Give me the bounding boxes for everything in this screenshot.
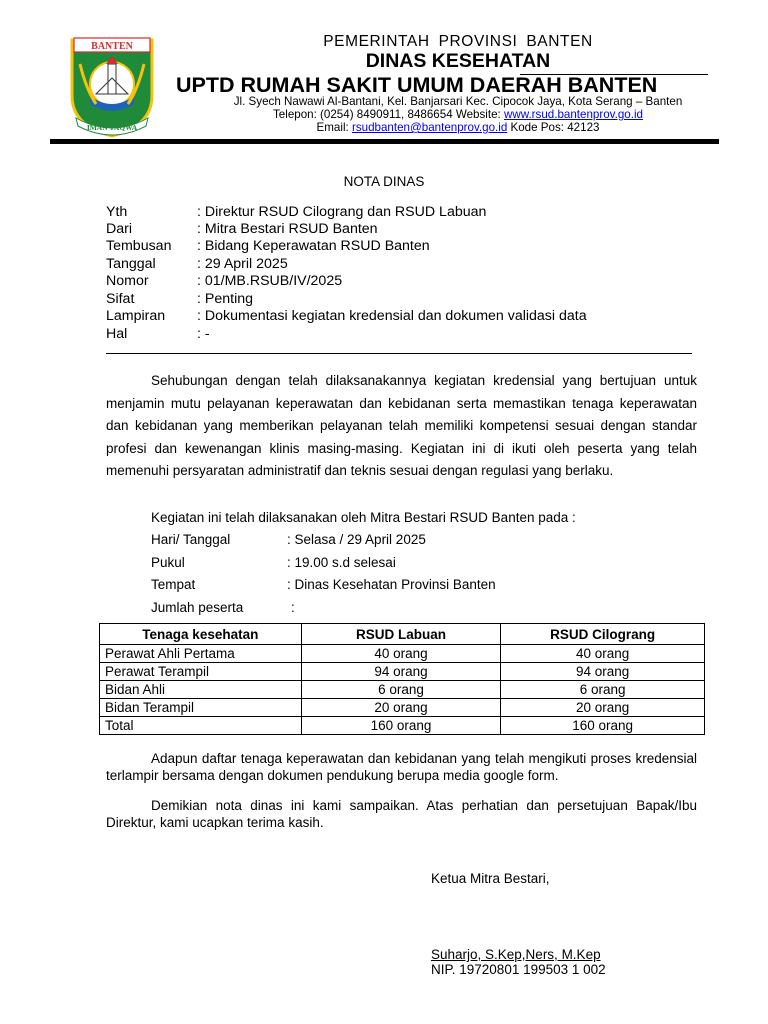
- table-cell: 20 orang: [301, 699, 501, 717]
- header-row-yth: [106, 203, 486, 221]
- signatory-name: Suharjo, S.Kep,Ners, M.Kep: [431, 947, 601, 962]
- detail-time: [151, 553, 396, 573]
- table-cell: 160 orang: [301, 717, 501, 735]
- header-value: : Direktur RSUD Cilograng dan RSUD Labuan: [197, 204, 487, 220]
- body-paragraph-3: Demikian nota dinas ini kami sampaikan. Atas perhatian dan persetujuan Bapak/Ibu Direktur, kami ucapkan terima kasih.: [106, 798, 697, 830]
- email-prefix: Email:: [316, 121, 352, 134]
- header-row-hal: [106, 325, 210, 343]
- header-label: Dari: [106, 221, 133, 237]
- column-header: Tenaga kesehatan: [100, 624, 302, 645]
- table-cell: 6 orang: [301, 681, 501, 699]
- table-row: [100, 663, 705, 681]
- document-title: NOTA DINAS: [343, 174, 425, 189]
- header-label: Yth: [106, 204, 128, 220]
- body-paragraph-1: Sehubungan dengan telah dilaksanakannya kegiatan kredensial yang bertujuan untuk menjamin mutu pelayanan keperawatan dan kebidanan serta memastikan tenaga keperawatan dan kebidanan yang memberikan pelayanan telah memiliki kompetensi sesuai dengan standar profesi dan kewenangan klinis masing-masing. Kegiatan ini di ikuti oleh peserta yang telah memenuhi persyaratan administratif dan teknis sesuai dengan regulasi yang berlaku.: [106, 373, 697, 479]
- table-row: [100, 645, 705, 663]
- header-value: : Bidang Keperawatan RSUD Banten: [197, 238, 430, 254]
- logo-top-text: BANTEN: [91, 41, 133, 52]
- header-row-tembusan: [106, 237, 430, 255]
- postal-code: Kode Pos: 42123: [507, 121, 600, 134]
- table-cell: 94 orang: [501, 663, 705, 681]
- header-row-dari: [106, 220, 378, 238]
- header-label: Lampiran: [106, 308, 166, 324]
- table-cell: Bidan Terampil: [100, 699, 302, 717]
- table-cell: 94 orang: [301, 663, 501, 681]
- header-row-lampiran: [106, 307, 587, 325]
- detail-label: Pukul: [151, 555, 185, 570]
- detail-value: : Dinas Kesehatan Provinsi Banten: [287, 577, 496, 592]
- header-value: : Mitra Bestari RSUD Banten: [197, 221, 378, 237]
- letterhead-divider: [50, 139, 719, 144]
- column-header: RSUD Labuan: [301, 624, 501, 645]
- header-label: Tanggal: [106, 256, 156, 272]
- header-value: : 29 April 2025: [197, 256, 288, 272]
- table-cell: Bidan Ahli: [100, 681, 302, 699]
- detail-value: :: [291, 600, 295, 615]
- table-cell: 40 orang: [501, 645, 705, 663]
- detail-value: : Selasa / 29 April 2025: [287, 532, 426, 547]
- participants-table: [99, 623, 705, 735]
- hospital-name: UPTD RUMAH SAKIT UMUM DAERAH BANTEN: [176, 73, 658, 97]
- contact-line: [170, 108, 746, 121]
- table-cell: Perawat Ahli Pertama: [100, 645, 302, 663]
- phone-text: Telepon: (0254) 8490911, 8486654 Website:: [273, 108, 504, 121]
- table-cell: 160 orang: [501, 717, 705, 735]
- body-paragraph-2: Adapun daftar tenaga keperawatan dan kebidanan yang telah mengikuti proses kredensial terlampir bersama dengan dokumen pendukung berupa media google form.: [106, 751, 697, 783]
- header-row-tanggal: [106, 255, 288, 273]
- detail-label: Hari/ Tanggal: [151, 532, 231, 547]
- department-name: DINAS KESEHATAN: [365, 50, 551, 72]
- header-row-sifat: [106, 290, 253, 308]
- signatory-nip: NIP. 19720801 199503 1 002: [431, 962, 606, 977]
- letterhead-rule: [520, 74, 708, 75]
- header-label: Hal: [106, 326, 128, 342]
- activity-intro: Kegiatan ini telah dilaksanakan oleh Mitra Bestari RSUD Banten pada :: [151, 510, 576, 525]
- logo-bottom-text: IMAN TAQWA: [86, 123, 138, 132]
- header-divider: [106, 353, 692, 354]
- signature-closing: Ketua Mitra Bestari,: [431, 871, 550, 886]
- website-link[interactable]: www.rsud.bantenprov.go.id: [503, 108, 643, 121]
- table-cell: 20 orang: [501, 699, 705, 717]
- detail-day-date: [151, 530, 426, 550]
- government-name: PEMERINTAH PROVINSI BANTEN: [323, 33, 593, 50]
- header-label: Tembusan: [106, 238, 172, 254]
- header-row-nomor: [106, 272, 342, 290]
- detail-place: [151, 575, 496, 595]
- detail-label: Tempat: [151, 577, 196, 592]
- hospital-address: Jl. Syech Nawawi Al-Bantani, Kel. Banjarsari Kec. Cipocok Jaya, Kota Serang – Banten: [233, 95, 683, 108]
- detail-value: : 19.00 s.d selesai: [287, 555, 396, 570]
- email-link[interactable]: rsudbanten@bantenprov.go.id: [351, 121, 508, 134]
- table-row: [100, 681, 705, 699]
- banten-province-logo: [66, 34, 158, 138]
- header-value: : Penting: [197, 291, 254, 307]
- table-cell: 40 orang: [301, 645, 501, 663]
- table-row-total: [100, 717, 705, 735]
- detail-label: Jumlah peserta: [151, 600, 244, 615]
- table-row: [100, 699, 705, 717]
- table-cell: Total: [100, 717, 302, 735]
- header-value: : Dokumentasi kegiatan kredensial dan dokumen validasi data: [197, 308, 587, 324]
- detail-participants: [151, 598, 295, 618]
- header-value: : 01/MB.RSUB/IV/2025: [197, 273, 343, 289]
- table-cell: 6 orang: [501, 681, 705, 699]
- header-label: Sifat: [106, 291, 135, 307]
- header-value: : -: [197, 326, 210, 342]
- header-label: Nomor: [106, 273, 149, 289]
- column-header: RSUD Cilograng: [501, 624, 705, 645]
- table-cell: Perawat Terampil: [100, 663, 302, 681]
- table-header-row: [100, 624, 705, 645]
- email-line: [170, 121, 746, 134]
